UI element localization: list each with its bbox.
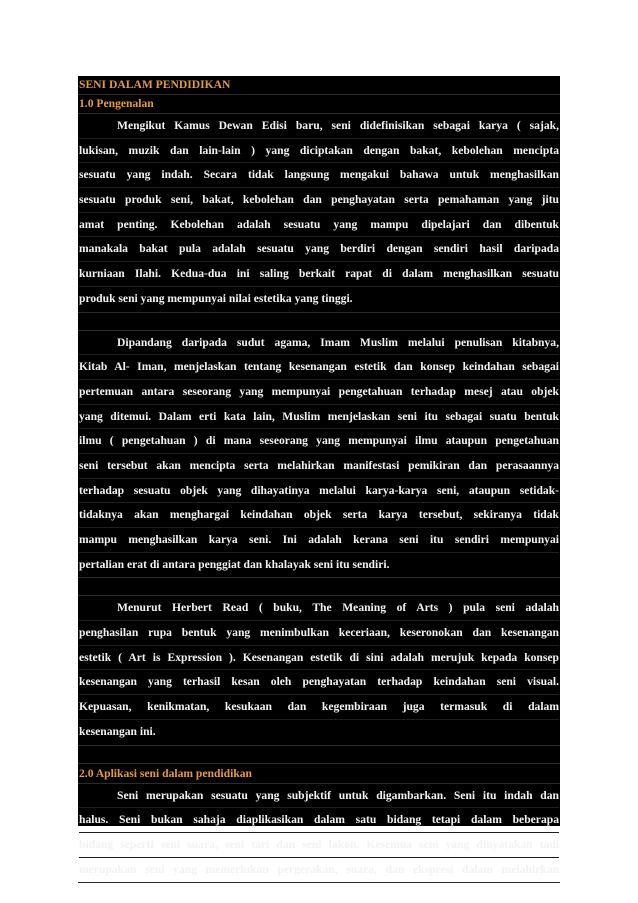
spacer-row (78, 578, 560, 596)
paragraph-line: kurniaan Ilahi. Kedua-dua ini saling berkait rapat di dalam menghasilkan sesuatu (79, 262, 559, 287)
paragraph-line: produk seni yang mempunyai nilai estetika yang tinggi. (79, 291, 353, 305)
paragraph-line: estetik ( Art is Expression ). Kesenangan estetik di sini adalah merujuk kepada konsep (79, 646, 559, 671)
paragraph-line: penghasilan rupa bentuk yang menimbulkan keceriaan, keseronokan dan kesenangan (79, 621, 559, 646)
spacer-row (78, 746, 560, 764)
paragraph-4 (78, 784, 560, 884)
paragraph-2 (78, 331, 560, 579)
document-title: SENI DALAM PENDIDIKAN (78, 76, 560, 95)
paragraph-line: Seni merupakan sesuatu yang subjektif untuk digambarkan. Seni itu indah dan (79, 784, 559, 809)
paragraph-line: seni tersebut akan mencipta serta melahirkan manifestasi pemikiran dan perasaannya (79, 454, 559, 479)
paragraph-line: pertemuan antara seseorang yang mempunyai pengetahuan terhadap mesej atau objek (79, 380, 559, 405)
paragraph-line: manakala bakat pula adalah sesuatu yang berdiri dengan sendiri hasil daripada (79, 237, 559, 262)
document-content-block (78, 76, 560, 876)
paragraph-line: ilmu ( pengetahuan ) di mana seseorang yang mempunyai ilmu ataupun pengetahuan (79, 429, 559, 454)
section-heading-aplikasi: 2.0 Aplikasi seni dalam pendidikan (78, 764, 560, 784)
paragraph-line: sesuatu produk seni, bakat, kebolehan dan penghayatan serta pemahaman yang jitu (79, 188, 559, 213)
paragraph-line: merupakan seni yang memerlukan pergerakan, suara, dan ekspresi dalam melahirkan (79, 862, 559, 876)
paragraph-line: kesenangan ini. (79, 724, 156, 738)
paragraph-line: pertalian erat di antara penggiat dan khalayak seni itu sendiri. (79, 557, 390, 571)
paragraph-line: Kepuasan, kenikmatan, kesukaan dan kegembiraan juga termasuk di dalam (79, 695, 559, 720)
paragraph-line: amat penting. Kebolehan adalah sesuatu yang mampu dipelajari dan dibentuk (79, 213, 559, 238)
paragraph-3 (78, 596, 560, 745)
paragraph-1 (78, 114, 560, 313)
paragraph-line: tidaknya akan menghargai keindahan objek serta karya tersebut, sekiranya tidak (79, 503, 559, 528)
section-heading-pengenalan: 1.0 Pengenalan (78, 95, 560, 114)
paragraph-line: Mengikut Kamus Dewan Edisi baru, seni didefinisikan sebagai karya ( sajak, (79, 114, 559, 139)
paragraph-line: yang ditemui. Dalam erti kata lain, Muslim menjelaskan seni itu sebagai suatu bentuk (79, 405, 559, 430)
spacer-row (78, 313, 560, 331)
paragraph-line: Dipandang daripada sudut agama, Imam Muslim melalui penulisan kitabnya, (79, 331, 559, 356)
paragraph-line: bidang seperti seni suara, seni tari dan seni lakon. Kesemua seni yang dinyatakan tadi (79, 833, 559, 858)
paragraph-line: halus. Seni bukan sahaja diaplikasikan dalam satu bidang tetapi dalam beberapa (79, 808, 559, 833)
paragraph-line: sesuatu yang indah. Secara tidak langsung mengakui bahawa untuk menghasilkan (79, 163, 559, 188)
paragraph-line: Kitab Al- Iman, menjelaskan tentang kesenangan estetik dan konsep keindahan sebagai (79, 355, 559, 380)
paragraph-line: mampu menghasilkan karya seni. Ini adalah kerana seni itu sendiri mempunyai (79, 528, 559, 553)
paragraph-line: terhadap sesuatu objek yang dihayatinya melalui karya-karya seni, ataupun setidak- (79, 479, 559, 504)
paragraph-line: kesenangan yang terhasil kesan oleh penghayatan terhadap keindahan seni visual. (79, 670, 559, 695)
paragraph-line: Menurut Herbert Read ( buku, The Meaning of Arts ) pula seni adalah (79, 596, 559, 621)
paragraph-line: lukisan, muzik dan lain-lain ) yang diciptakan dengan bakat, kebolehan mencipta (79, 139, 559, 164)
